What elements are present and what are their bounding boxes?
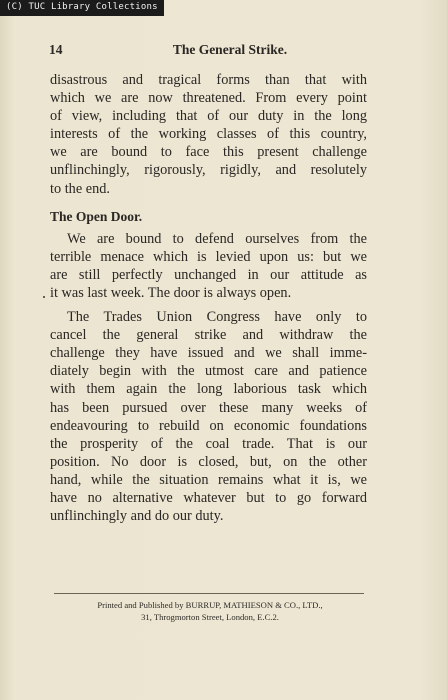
text-line: have no alternative whatever but to go forward — [50, 489, 367, 506]
text-line: position. No door is closed, but, on the other — [50, 453, 367, 470]
text-line: cancel the general strike and withdraw the — [50, 327, 367, 344]
imprint-line: 31, Throgmorton Street, London, E.C.2. — [141, 611, 279, 622]
section-heading: The Open Door. — [50, 208, 143, 224]
paragraph-tuc — [50, 308, 367, 525]
text-line: of view, including that of our duty in the long — [50, 108, 367, 125]
text-line: unflinchingly and do our duty. — [50, 508, 224, 525]
text-line: the prosperity of the coal trade. That is our — [50, 435, 367, 452]
text-line: disastrous and tragical forms than that with — [50, 72, 367, 88]
body-text — [50, 71, 367, 525]
imprint-line: Printed and Published by BURRUP, MATHIESON & CO., LTD., — [97, 600, 323, 610]
ink-speck — [43, 296, 45, 298]
text-line: interests of the working classes of this country, — [50, 126, 367, 143]
text-line: We are bound to defend ourselves from the — [67, 230, 367, 247]
text-line: unflinchingly, rigorously, rigidly, and resolutely — [50, 162, 367, 179]
page-number: 14 — [49, 42, 63, 57]
footer-rule — [54, 593, 364, 594]
text-line: hand, while the situation remains what it is, we — [50, 471, 367, 488]
collection-watermark: (C) TUC Library Collections — [0, 0, 164, 16]
text-line: has been pursued over these many weeks of — [50, 399, 367, 416]
text-line: challenge they have issued and we shall imme- — [50, 345, 367, 362]
text-line: endeavouring to rebuild on economic foundations — [50, 417, 367, 434]
text-line: are still perfectly unchanged in our attitude as — [50, 266, 367, 283]
text-line: The Trades Union Congress have only to — [67, 309, 367, 326]
text-line: to the end. — [50, 180, 110, 197]
printer-imprint — [40, 600, 380, 623]
text-line: with them again the long laborious task which — [50, 381, 367, 398]
text-line: terrible menace which is levied upon us: but we — [50, 248, 367, 265]
text-line: which we are now threatened. From every point — [50, 90, 367, 107]
running-header — [49, 42, 399, 60]
running-title: The General Strike. — [172, 42, 288, 57]
text-line: it was last week. The door is always open. — [50, 284, 292, 301]
paragraph-continued — [50, 71, 367, 198]
text-line: diately begin with the utmost care and patience — [50, 363, 367, 380]
paragraph-defend — [50, 230, 367, 302]
text-line: we are bound to face this present challenge — [50, 144, 367, 161]
